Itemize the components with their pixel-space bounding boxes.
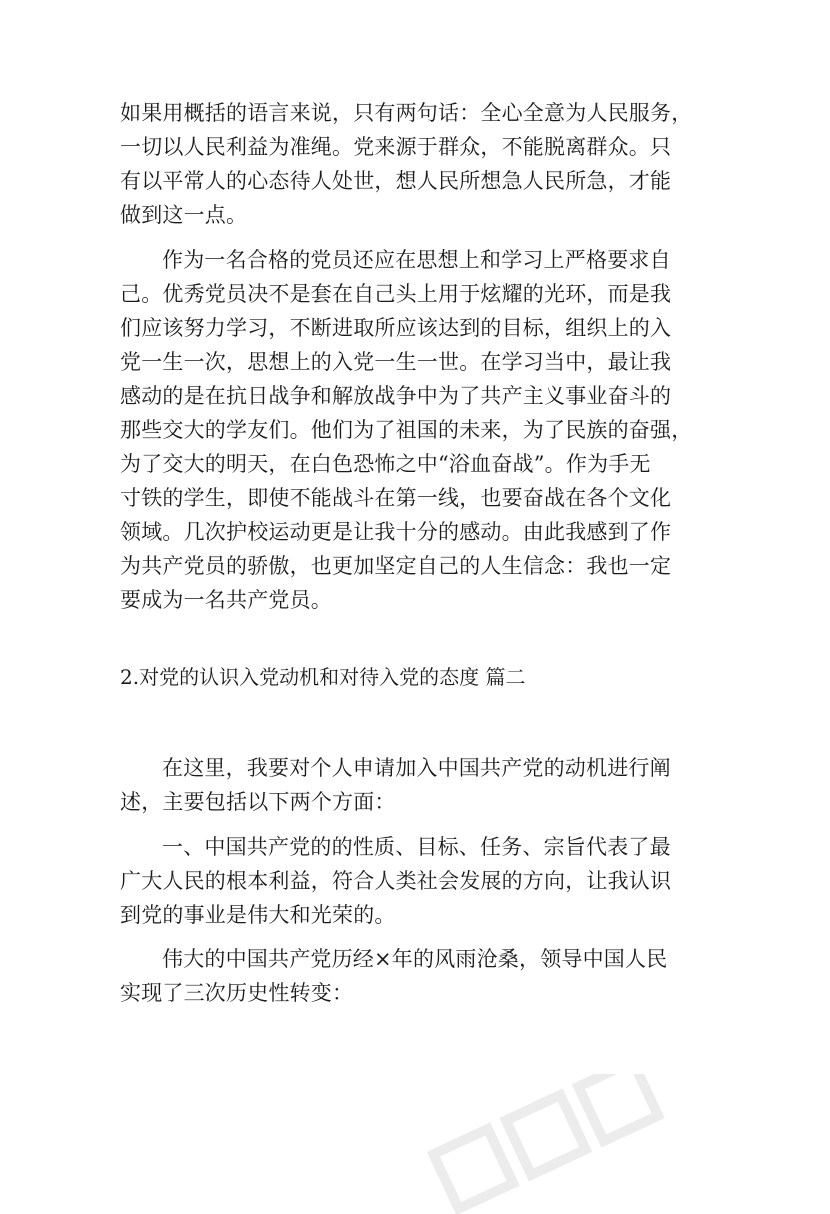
paragraph-line: 伟大的中国共产党历经×年的风雨沧桑，领导中国人民 bbox=[162, 947, 668, 971]
paragraph-line: 要成为一名共产党员。 bbox=[120, 588, 332, 612]
paragraph-line: 一切以人民利益为准绳。党来源于群众，不能脱离群众。只 bbox=[120, 135, 672, 159]
paragraph-line: 实现了三次历史性转变： bbox=[120, 981, 354, 1005]
paragraph-1 bbox=[120, 96, 720, 232]
paragraph-line: 寸铁的学生，即使不能战斗在第一线，也要奋战在各个文化 bbox=[120, 486, 672, 510]
paragraph-line: 述，主要包括以下两个方面： bbox=[120, 790, 396, 814]
paragraph-2 bbox=[120, 243, 720, 617]
paragraph-line: 为共产党员的骄傲，也更加坚定自己的人生信念：我也一定 bbox=[120, 554, 672, 578]
paragraph-line: 作为一名合格的党员还应在思想上和学习上严格要求自 bbox=[162, 248, 671, 272]
paragraph-line: 在这里，我要对个人申请加入中国共产党的动机进行阐 bbox=[162, 756, 671, 780]
paragraph-line: 领域。几次护校运动更是让我十分的感动。由此我感到了作 bbox=[120, 520, 672, 544]
paragraph-line: 为了交大的明天，在白色恐怖之中“浴血奋战”。作为手无 bbox=[120, 452, 651, 476]
paragraph-5 bbox=[120, 942, 720, 1010]
paragraph-line: 到党的事业是伟大和光荣的。 bbox=[120, 903, 396, 927]
section-heading: 2.对党的认识入党动机和对待入党的态度 篇二 bbox=[120, 665, 526, 689]
paragraph-line: 己。优秀党员决不是套在自己头上用于炫耀的光环，而是我 bbox=[120, 282, 672, 306]
paragraph-4 bbox=[120, 830, 720, 932]
paragraph-line: 那些交大的学友们。他们为了祖国的未来，为了民族的奋强， bbox=[120, 418, 693, 442]
paragraph-line: 党一生一次，思想上的入党一生一世。在学习当中，最让我 bbox=[120, 350, 672, 374]
paragraph-line: 广大人民的根本利益，符合人类社会发展的方向，让我认识 bbox=[120, 869, 672, 893]
paragraph-line: 感动的是在抗日战争和解放战争中为了共产主义事业奋斗的 bbox=[120, 384, 672, 408]
watermark-graphic bbox=[420, 1074, 680, 1214]
paragraph-line: 们应该努力学习，不断进取所应该达到的目标，组织上的入 bbox=[120, 316, 672, 340]
paragraph-line: 一、中国共产党的的性质、目标、任务、宗旨代表了最 bbox=[162, 835, 671, 859]
paragraph-3 bbox=[120, 751, 720, 819]
paragraph-line: 做到这一点。 bbox=[120, 203, 248, 227]
paragraph-line: 如果用概括的语言来说，只有两句话：全心全意为人民服务， bbox=[120, 101, 693, 125]
paragraph-line: 有以平常人的心态待人处世，想人民所想急人民所急，才能 bbox=[120, 169, 672, 193]
